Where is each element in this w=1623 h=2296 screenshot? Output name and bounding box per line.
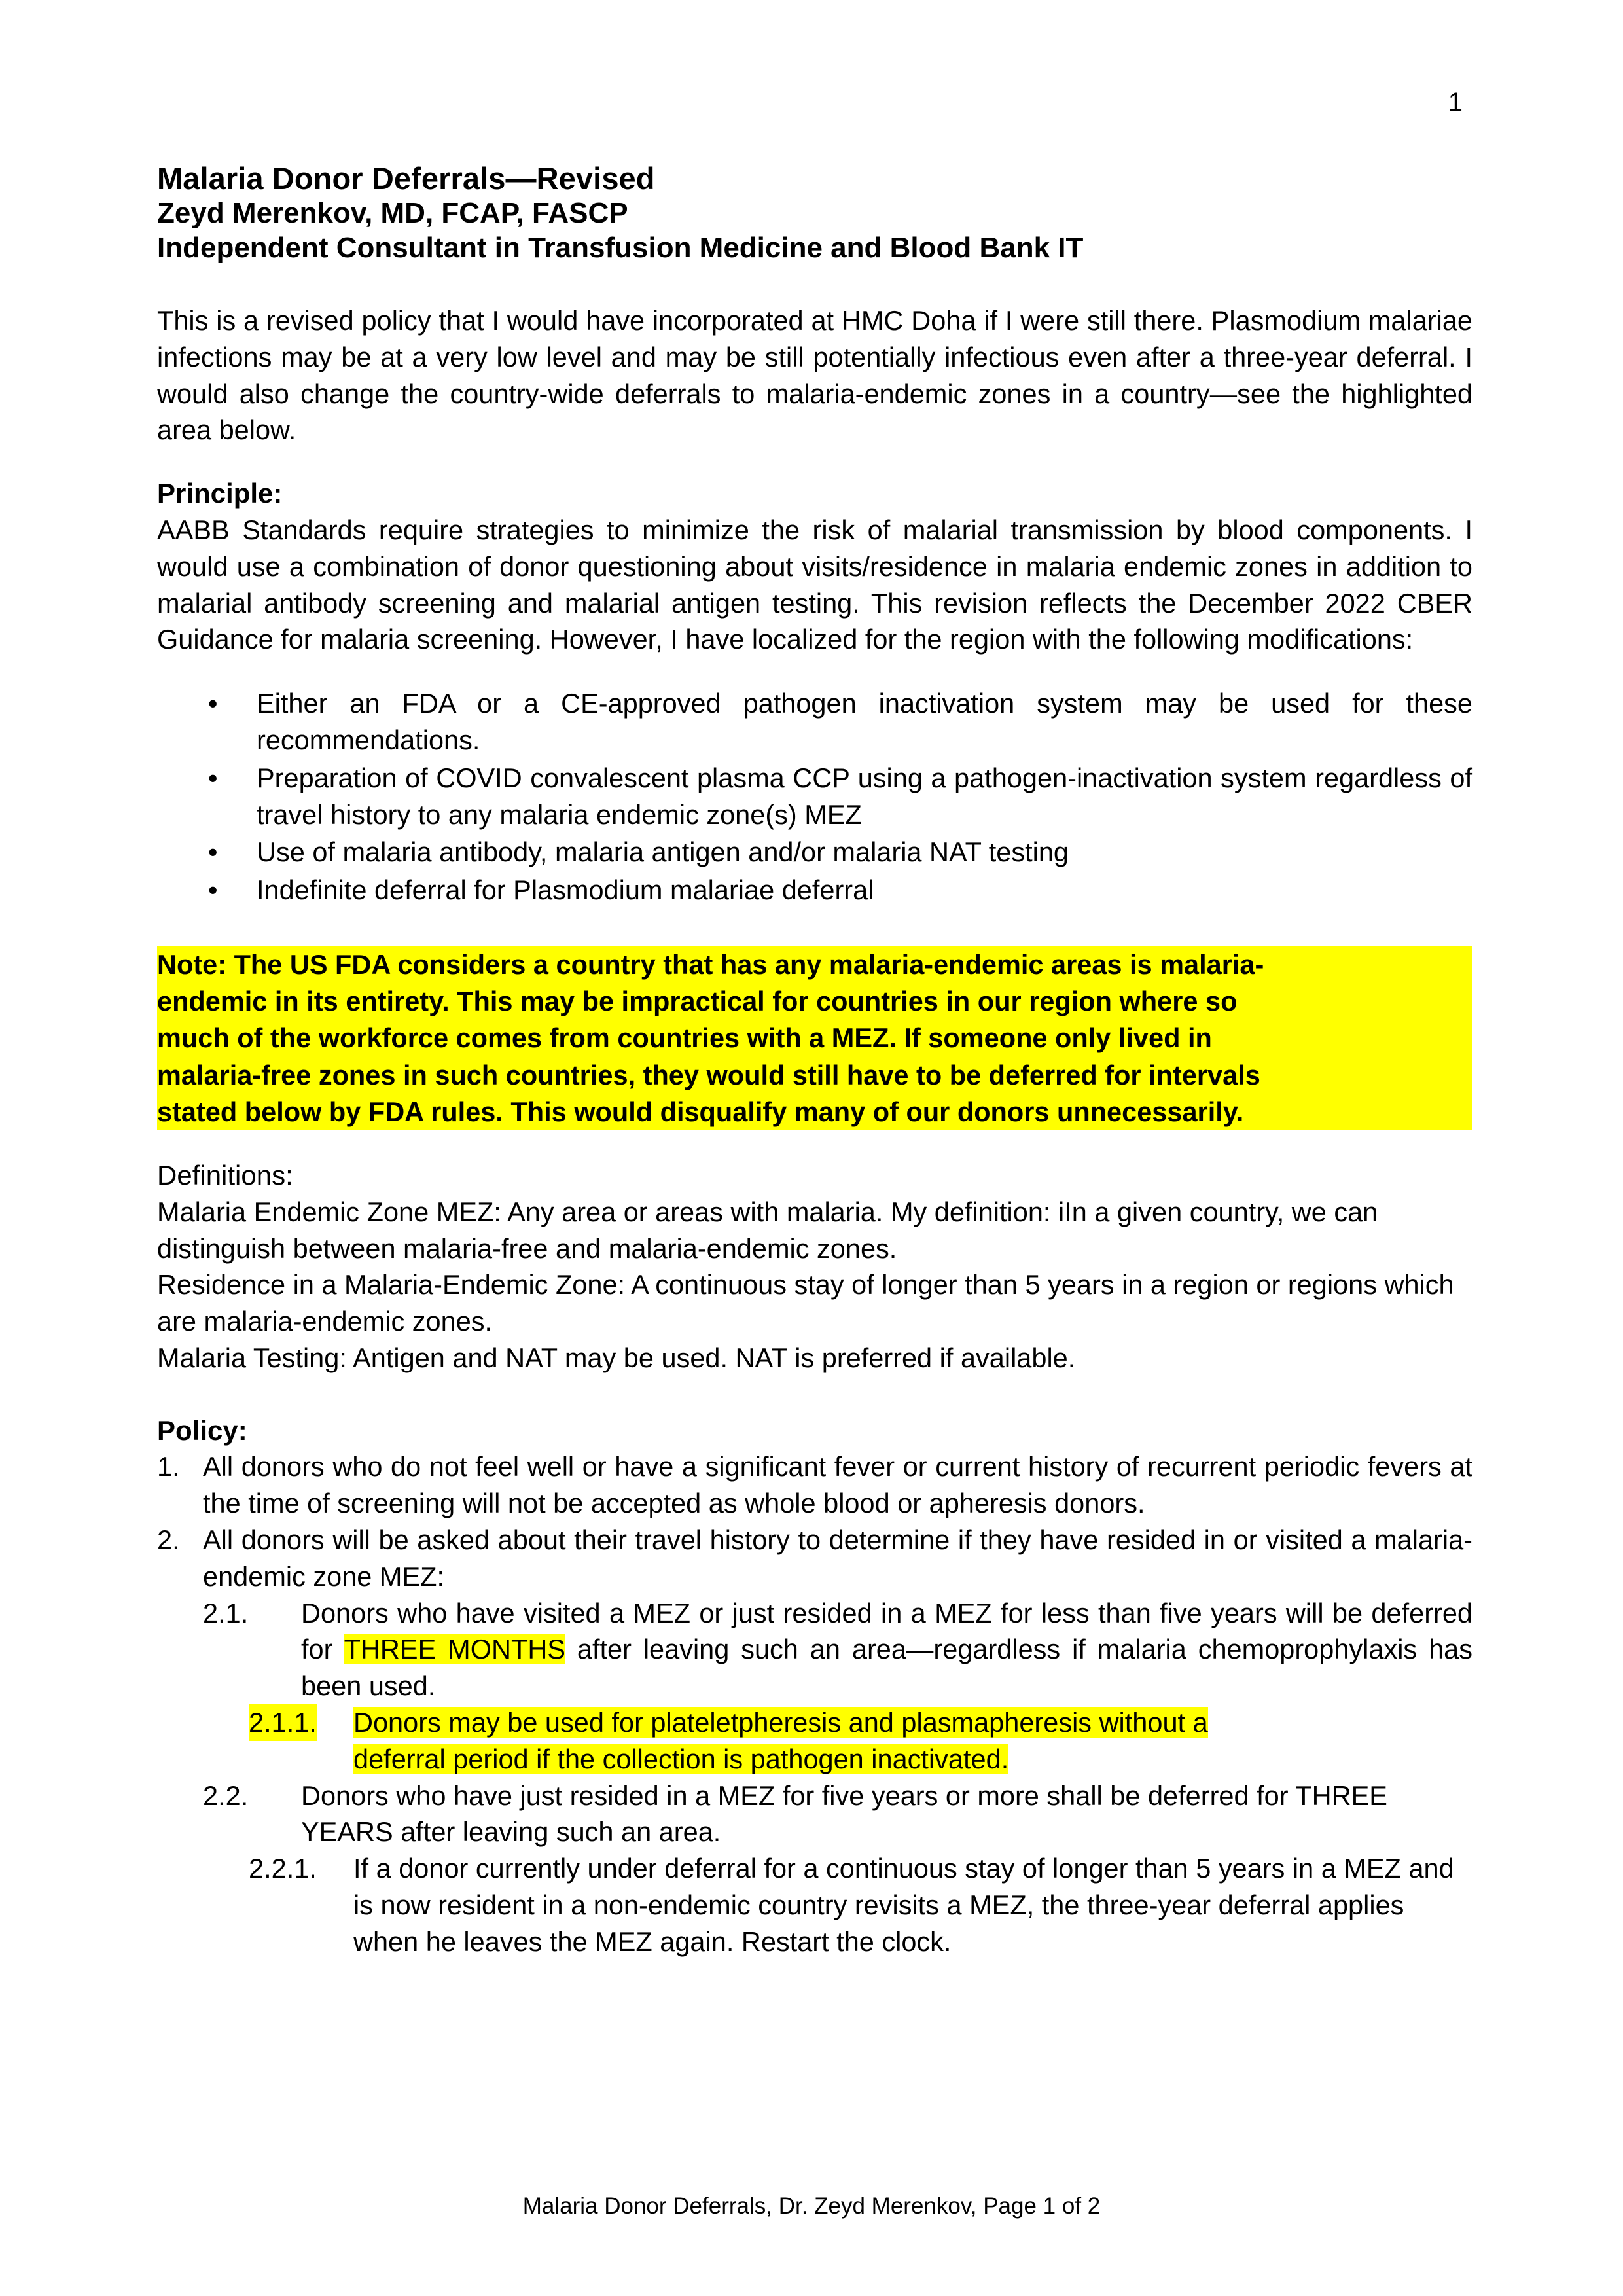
note-line: stated below by FDA rules. This would disqualify many of our donors unnecessarily. — [157, 1094, 1472, 1130]
list-item-text: Use of malaria antibody, malaria antigen and/or malaria NAT testing — [257, 836, 1069, 868]
principle-paragraph: AABB Standards require strategies to minimize the risk of malarial transmission by blood components. I would use a combination of donor questioning about visits/residence in malaria endemic zones in addition to malarial antibody screening and malarial antigen testing. This revision reflects the December 2022 CBER Guidance for malaria screening. However, I have localized for the region with the following modifications: — [157, 514, 1472, 655]
policy-item-text: All donors will be asked about their travel history to determine if they have resided in or visited a malaria-endemic zone MEZ: — [203, 1524, 1472, 1592]
policy-item-2 — [157, 1522, 1472, 1595]
principle-heading: Principle: — [157, 478, 283, 509]
policy-item-2-2 — [203, 1778, 1472, 1851]
intro-paragraph: This is a revised policy that I would have incorporated at HMC Doha if I were still there. Plasmodium malariae infections may be at a very low level and may be still potentially infectious even after a three-year deferral. I would also change the country-wide deferrals to malaria-endemic zones in a country—see the highlighted area below. — [157, 305, 1472, 446]
list-item-text: Either an FDA or a CE-approved pathogen inactivation system may be used for these recommendations. — [257, 688, 1472, 755]
policy-item-marker: 2.1.1. — [249, 1704, 317, 1741]
definition-mez: Malaria Endemic Zone MEZ: Any area or areas with malaria. My definition: iIn a given country, we can distinguish between malaria-free and malaria-endemic zones. — [157, 1196, 1378, 1264]
policy-item-2-1-1 — [249, 1704, 1472, 1778]
policy-item-1 — [157, 1448, 1472, 1522]
note-line: endemic in its entirety. This may be impractical for countries in our region where so — [157, 983, 1472, 1020]
spacer — [157, 910, 1472, 946]
spacer — [157, 1130, 1472, 1158]
document-body — [157, 160, 1472, 1960]
policy-item-text: If a donor currently under deferral for a continuous stay of longer than 5 years in a MEZ and is now resident in a non-endemic country revisits a MEZ, the three-year deferral applies when he leaves the MEZ again. Restart the clock. — [353, 1853, 1454, 1957]
document-title: Malaria Donor Deferrals—Revised — [157, 161, 655, 196]
list-item — [157, 872, 1472, 908]
policy-item-marker: 2.2.1. — [249, 1853, 317, 1884]
bullet-icon: • — [208, 836, 218, 868]
definition-residence: Residence in a Malaria-Endemic Zone: A continuous stay of longer than 5 years in a region or regions which are malaria-endemic zones. — [157, 1269, 1454, 1337]
fda-note-highlight-block — [157, 946, 1472, 1130]
document-affiliation: Independent Consultant in Transfusion Medicine and Blood Bank IT — [157, 232, 1084, 264]
policy-heading: Policy: — [157, 1414, 247, 1446]
policy-item-text-before: Donors who have visited a MEZ or just resided in a MEZ for less than five years will be deferred for — [301, 1597, 1472, 1665]
page-number: 1 — [1448, 88, 1463, 117]
principle-bullet-list — [157, 685, 1472, 908]
definitions-heading: Definitions: — [157, 1160, 293, 1191]
bullet-icon: • — [208, 874, 218, 906]
definition-testing: Malaria Testing: Antigen and NAT may be used. NAT is preferred if available. — [157, 1342, 1076, 1373]
note-line: Note: The US FDA considers a country that has any malaria-endemic areas is malaria- — [157, 946, 1472, 983]
list-item — [157, 760, 1472, 833]
policy-item-text-after: after leaving such an area—regardless if malaria chemoprophylaxis has been used. — [301, 1634, 1472, 1702]
policy-item-marker: 2.1. — [203, 1597, 249, 1628]
policy-item-marker: 2. — [157, 1524, 180, 1555]
policy-item-2-2-1 — [249, 1850, 1472, 1960]
spacer — [157, 1376, 1472, 1413]
policy-item-text: deferral period if the collection is pathogen inactivated. — [353, 1743, 1009, 1774]
policy-item-text: Donors who have just resided in a MEZ for five years or more shall be deferred for THREE YEARS after leaving such an area. — [301, 1780, 1387, 1848]
spacer — [157, 448, 1472, 476]
note-line: malaria-free zones in such countries, they would still have to be deferred for intervals — [157, 1057, 1472, 1094]
policy-item-2-1 — [203, 1595, 1472, 1704]
list-item-text: Indefinite deferral for Plasmodium malariae deferral — [257, 874, 874, 906]
three-months-highlight: THREE MONTHS — [344, 1634, 565, 1665]
list-item — [157, 834, 1472, 870]
policy-item-marker: 1. — [157, 1451, 180, 1482]
policy-item-marker: 2.2. — [203, 1780, 249, 1811]
document-author: Zeyd Merenkov, MD, FCAP, FASCP — [157, 197, 628, 230]
note-line: much of the workforce comes from countries with a MEZ. If someone only lived in — [157, 1020, 1472, 1056]
page-footer: Malaria Donor Deferrals, Dr. Zeyd Merenkov, Page 1 of 2 — [522, 2193, 1101, 2219]
list-item — [157, 685, 1472, 759]
bullet-icon: • — [208, 762, 218, 793]
bullet-icon: • — [208, 688, 218, 719]
policy-item-text: Donors may be used for plateletpheresis and plasmapheresis without a — [353, 1707, 1208, 1738]
spacer — [157, 658, 1472, 685]
spacer — [157, 266, 1472, 302]
list-item-text: Preparation of COVID convalescent plasma CCP using a pathogen-inactivation system regardless of travel history to any malaria endemic zone(s) MEZ — [257, 762, 1472, 830]
policy-item-text: All donors who do not feel well or have a significant fever or current history of recurrent periodic fevers at the time of screening will not be accepted as whole blood or apheresis donors. — [203, 1451, 1472, 1519]
